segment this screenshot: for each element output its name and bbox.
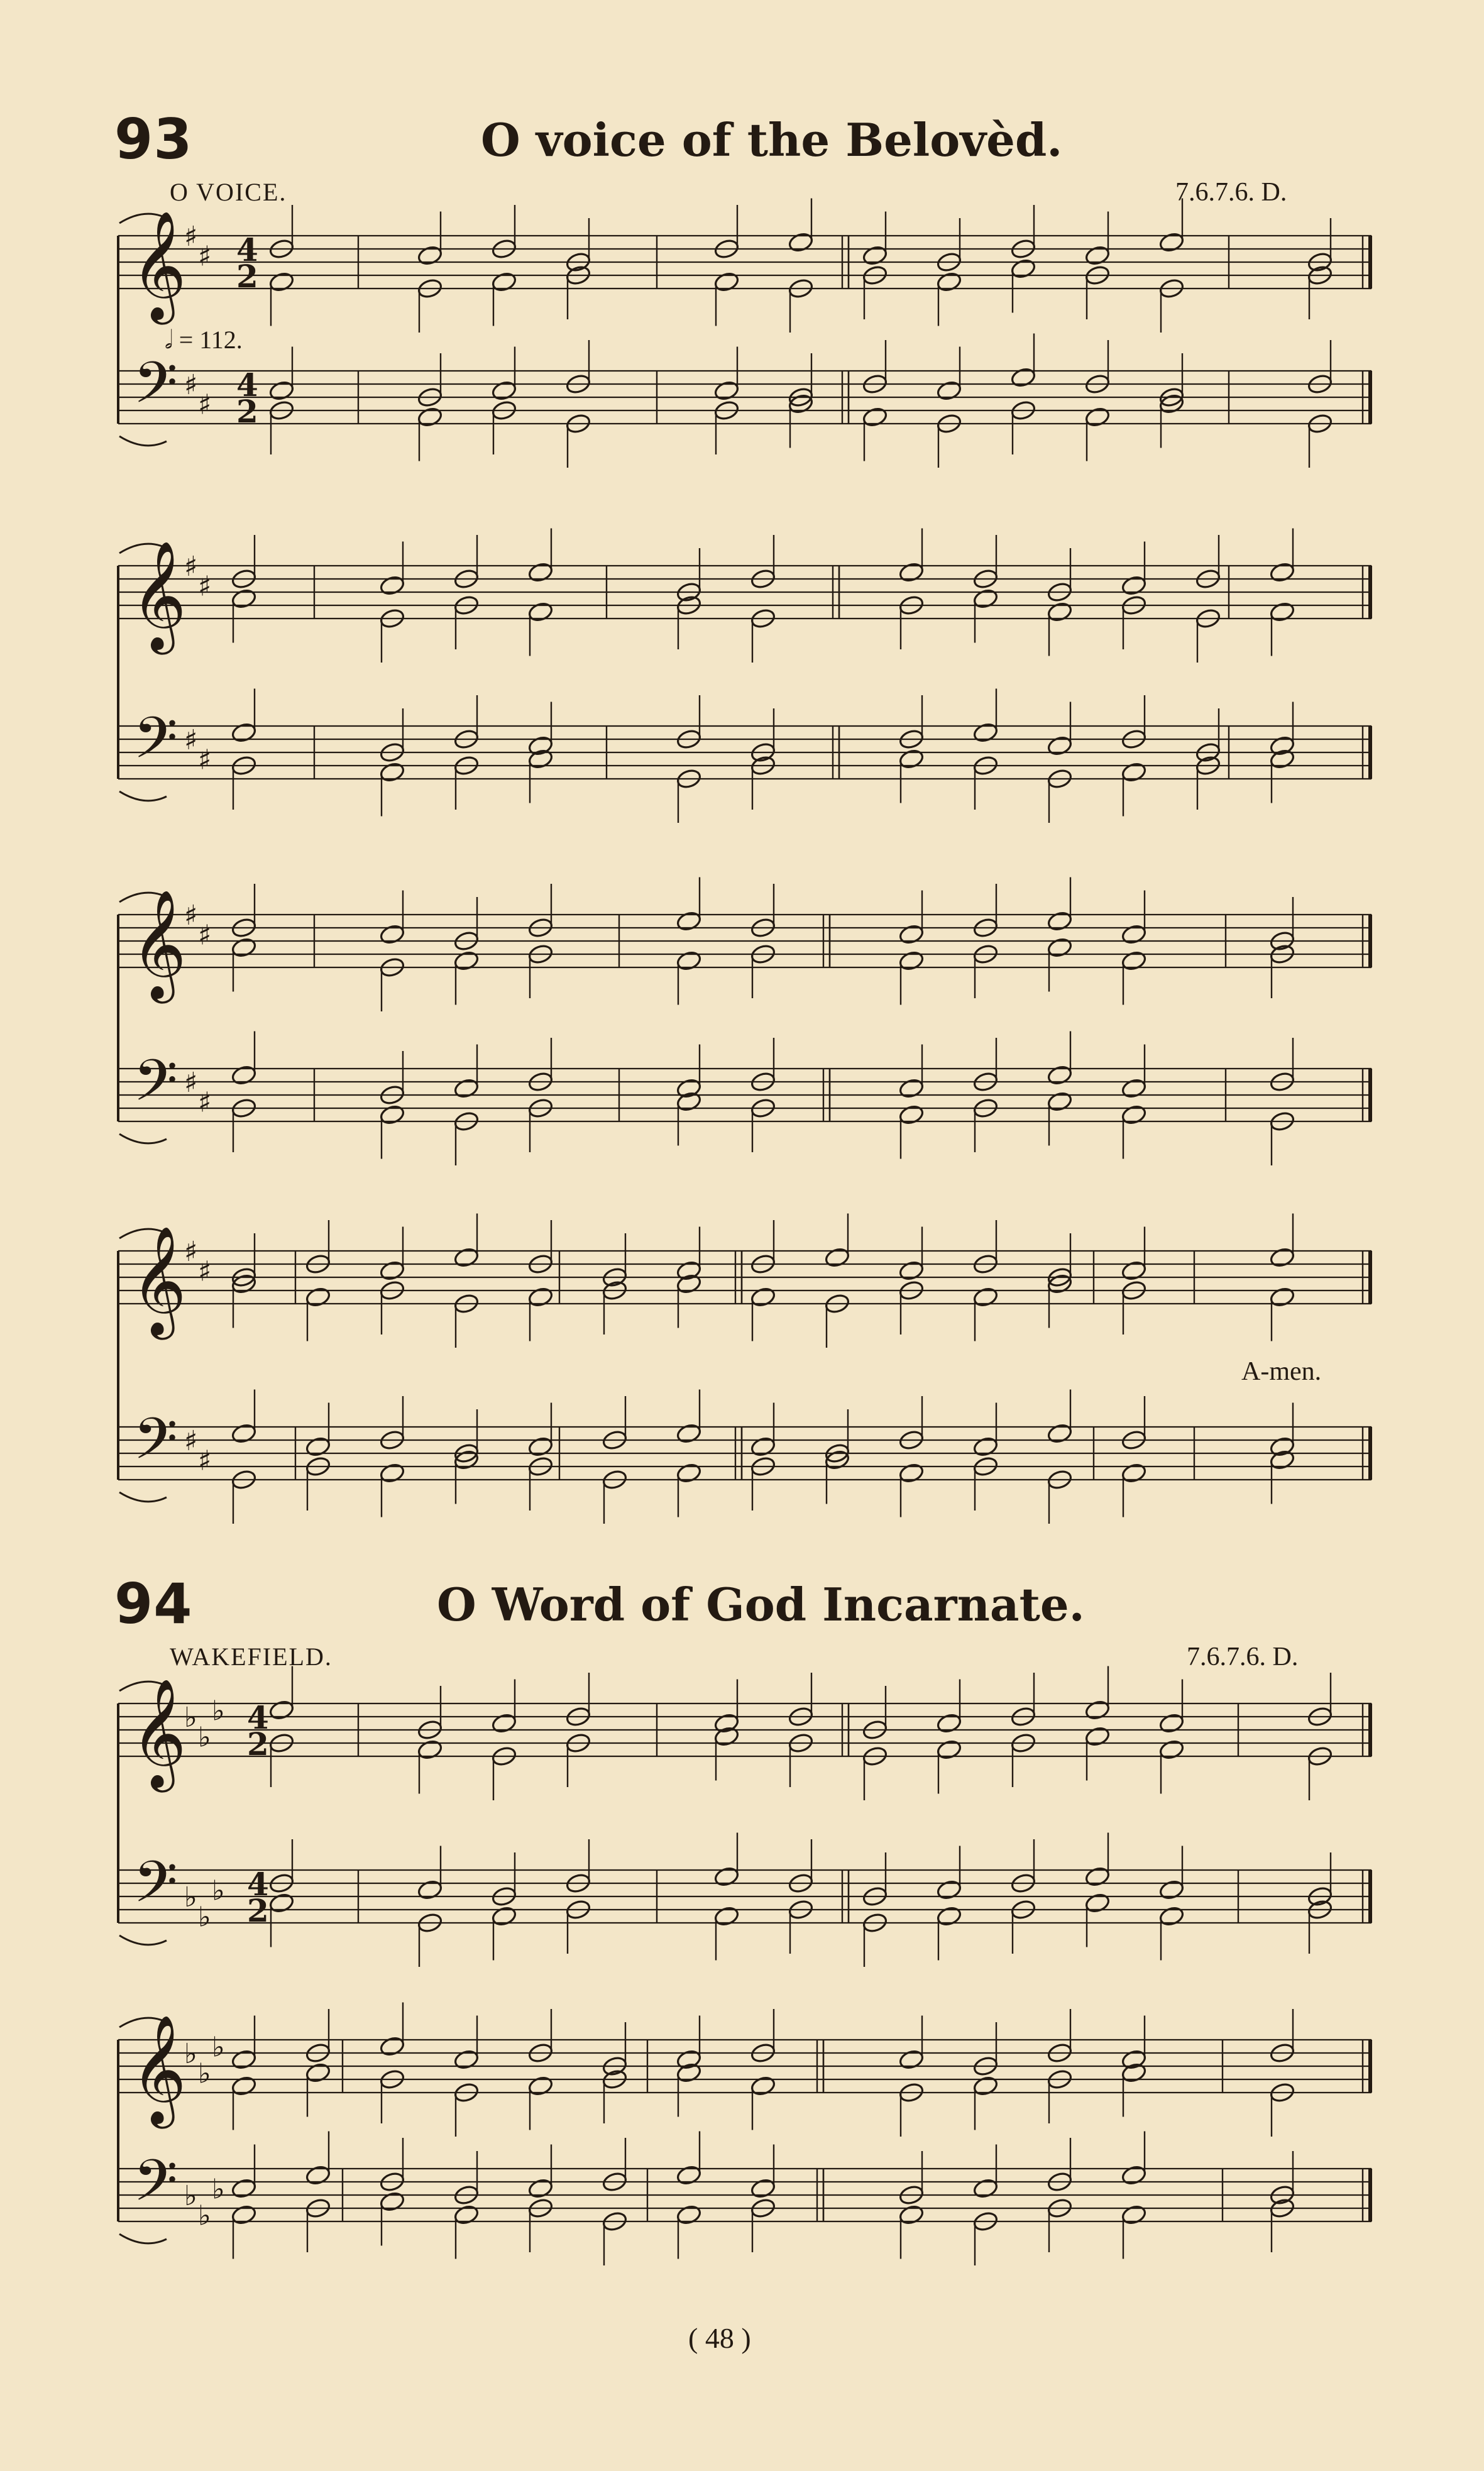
hymn-94-title: O Word of God Incarnate. (437, 1578, 1085, 1631)
hymn-93-meter: 7.6.7.6. D. (1175, 178, 1287, 207)
time-signature-denominator: 2 (247, 1892, 269, 1929)
key-signature-icon: ♯ (184, 369, 198, 401)
key-signature-icon: ♯ (184, 1236, 198, 1268)
hymn-93-amen: A-men. (1241, 1357, 1322, 1386)
key-signature-icon: ♭ (212, 2173, 225, 2206)
hymn-93-tune-name: O VOICE. (170, 178, 287, 206)
time-signature-denominator: 2 (247, 1725, 269, 1763)
key-signature-icon: ♯ (184, 724, 198, 756)
key-signature-icon: ♯ (198, 1255, 212, 1288)
staff-system (0, 198, 1484, 474)
hymn-93-number: 93 (114, 107, 193, 172)
bass-clef-icon: 𝄢 (133, 1047, 178, 1128)
key-signature-icon: ♭ (212, 2031, 225, 2064)
hymn-94-tune-name: WAKEFIELD. (170, 1643, 333, 1671)
bass-clef-icon: 𝄢 (133, 2147, 178, 2228)
time-signature-denominator: 2 (236, 393, 258, 430)
key-signature-icon: ♯ (184, 1425, 198, 1457)
key-signature-icon: ♭ (184, 1881, 197, 1913)
time-signature-numerator: 4 (236, 366, 258, 404)
staff-system (0, 1213, 1484, 1530)
hymn-93-tempo: 𝅗𝅥 = 112. (165, 326, 243, 354)
treble-clef-icon: 𝄞 (131, 211, 187, 320)
key-signature-icon: ♭ (198, 2199, 211, 2232)
time-signature-numerator: 4 (247, 1866, 269, 1903)
treble-clef-icon: 𝄞 (131, 1226, 187, 1335)
hymn-93-title: O voice of the Belovèd. (481, 113, 1063, 167)
key-signature-icon: ♯ (198, 1445, 212, 1477)
treble-clef-icon: 𝄞 (131, 1678, 187, 1788)
bass-clef-icon: 𝄢 (133, 1406, 178, 1486)
key-signature-icon: ♯ (198, 1086, 212, 1119)
treble-clef-icon: 𝄞 (131, 541, 187, 650)
key-signature-icon: ♭ (212, 1695, 225, 1727)
time-signature-numerator: 4 (247, 1699, 269, 1736)
time-signature-denominator: 2 (236, 258, 258, 295)
key-signature-icon: ♯ (184, 551, 198, 583)
key-signature-icon: ♯ (184, 1067, 198, 1099)
key-signature-icon: ♭ (184, 2180, 197, 2212)
hymn-94-meter: 7.6.7.6. D. (1187, 1643, 1299, 1671)
key-signature-icon: ♯ (198, 240, 212, 273)
page-number: ( 48 ) (688, 2322, 751, 2354)
key-signature-icon: ♭ (184, 2038, 197, 2070)
staff-system (0, 877, 1484, 1172)
treble-clef-icon: 𝄞 (131, 2015, 187, 2124)
key-signature-icon: ♯ (198, 388, 212, 421)
staff-system (0, 528, 1484, 829)
key-signature-icon: ♭ (212, 1874, 225, 1907)
key-signature-icon: ♯ (184, 900, 198, 932)
staff-system (0, 1666, 1484, 1973)
key-signature-icon: ♯ (198, 744, 212, 776)
hymn-94-number: 94 (114, 1571, 193, 1636)
key-signature-icon: ♯ (198, 570, 212, 603)
bass-clef-icon: 𝄢 (133, 705, 178, 785)
bass-clef-icon: 𝄢 (133, 349, 178, 430)
treble-clef-icon: 𝄞 (131, 889, 187, 999)
key-signature-icon: ♯ (184, 221, 198, 253)
time-signature-numerator: 4 (236, 231, 258, 268)
key-signature-icon: ♯ (198, 919, 212, 952)
key-signature-icon: ♭ (198, 2057, 211, 2090)
key-signature-icon: ♭ (198, 1901, 211, 1934)
bass-clef-icon: 𝄢 (133, 1849, 178, 1929)
staff-system (0, 2002, 1484, 2272)
key-signature-icon: ♭ (184, 1702, 197, 1734)
key-signature-icon: ♭ (198, 1721, 211, 1754)
